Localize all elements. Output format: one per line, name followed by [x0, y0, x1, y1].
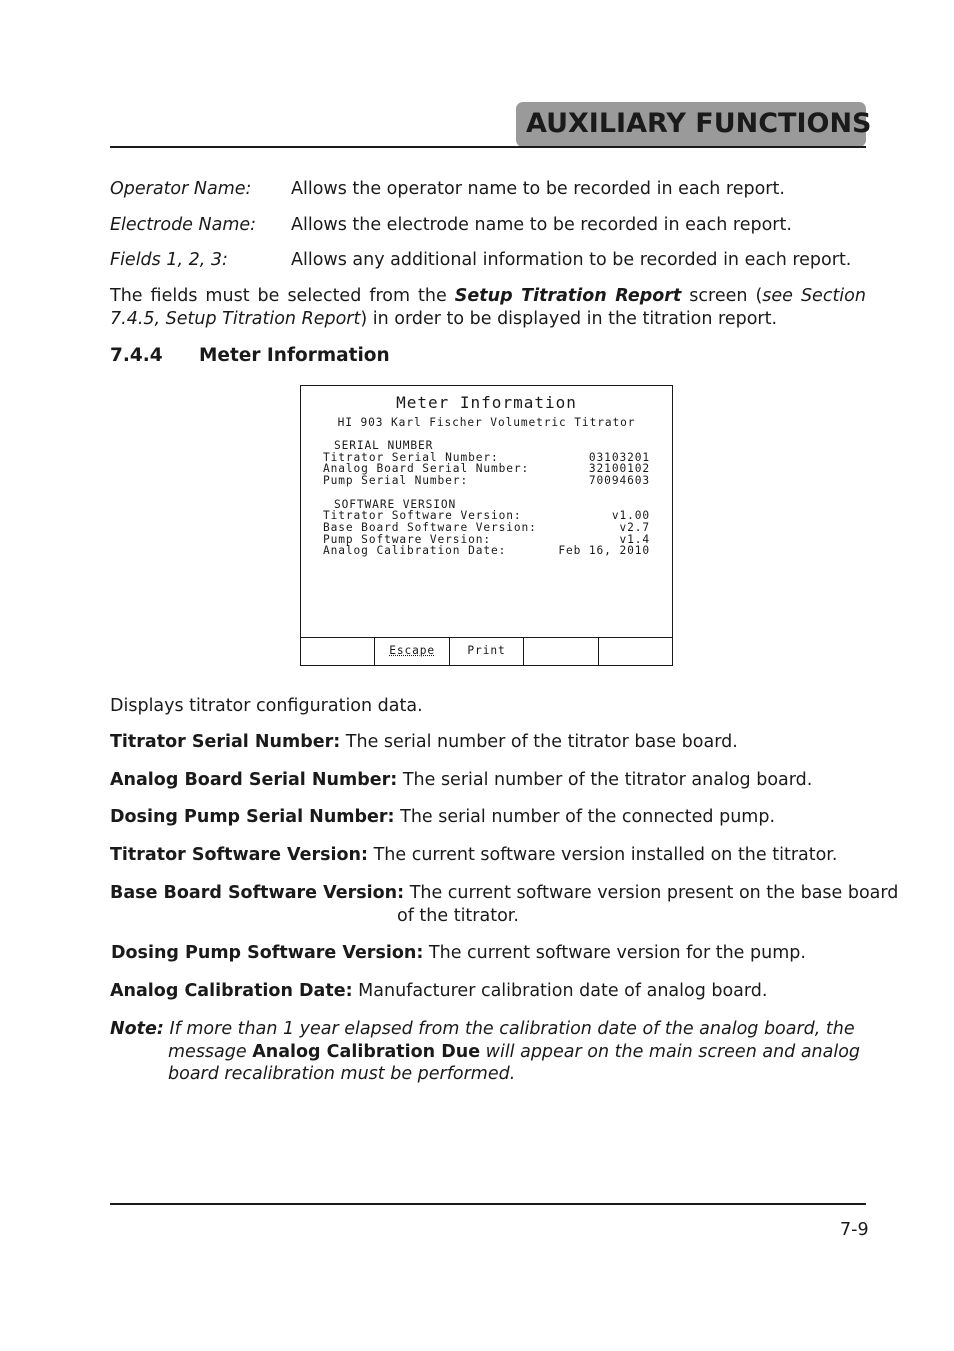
item-row	[110, 980, 767, 1003]
fields-note-paragraph	[110, 285, 866, 331]
softkey-1[interactable]	[301, 638, 375, 665]
screen-row-label: Analog Board Serial Number:	[323, 462, 530, 475]
screen-row-value: Feb 16, 2010	[558, 544, 650, 557]
screen-row-value: v2.7	[619, 521, 650, 534]
note-line-3: board recalibration must be performed.	[168, 1064, 516, 1084]
screen-row-value: v1.4	[619, 533, 650, 546]
softkey-bar	[301, 637, 672, 665]
software-version-heading: SOFTWARE VERSION	[334, 498, 457, 511]
item-desc: The current software version for the pump.	[428, 943, 806, 963]
header-rule	[110, 146, 866, 148]
fields-note-reference: see Section 7.4.5, Setup Titration Report	[110, 286, 866, 329]
item-row	[110, 844, 837, 867]
softkey-5[interactable]	[599, 638, 672, 665]
item-desc: The serial number of the connected pump.	[400, 807, 776, 827]
item-term: Dosing Pump Software Version:	[111, 943, 424, 963]
note-text: message	[168, 1042, 253, 1062]
item-row	[110, 769, 812, 792]
definition-term: Fields 1, 2, 3:	[110, 250, 228, 270]
item-row	[111, 942, 806, 965]
note-line-1	[110, 1018, 855, 1041]
definition-term: Electrode Name:	[110, 215, 257, 235]
screen-row-label: Titrator Software Version:	[323, 509, 522, 522]
item-row	[110, 731, 738, 754]
definition-term: Operator Name:	[110, 179, 252, 199]
item-term: Analog Calibration Date:	[110, 981, 353, 1001]
note-message: Analog Calibration Due	[252, 1042, 481, 1062]
screen-row-label: Analog Calibration Date:	[323, 544, 507, 557]
item-term: Base Board Software Version:	[110, 883, 405, 903]
item-desc: The serial number of the titrator base board.	[345, 732, 738, 752]
softkey-4[interactable]	[524, 638, 598, 665]
item-desc-continued: of the titrator.	[397, 906, 519, 926]
item-desc: The current software version installed on the titrator.	[373, 845, 838, 865]
meter-information-screen	[300, 385, 673, 666]
fields-note-text: The fields must be selected from the	[110, 286, 455, 306]
serial-number-heading: SERIAL NUMBER	[334, 439, 434, 452]
item-desc: The current software version present on the base board	[409, 883, 899, 903]
screen-row-label: Base Board Software Version:	[323, 521, 537, 534]
fields-note-text: ) in order to be displayed in the titration report.	[360, 309, 778, 329]
screen-subtitle: HI 903 Karl Fischer Volumetric Titrator	[337, 416, 636, 429]
item-desc: The serial number of the titrator analog board.	[402, 770, 813, 790]
page-title: AUXILIARY FUNCTIONS	[526, 108, 872, 139]
page-number: 7-9	[840, 1220, 869, 1240]
item-row	[110, 882, 898, 905]
screen-row-label: Pump Serial Number:	[323, 474, 469, 487]
definition-desc: Allows any additional information to be recorded in each report.	[291, 250, 852, 270]
screen-row-value: 03103201	[588, 451, 650, 464]
fields-note-screen-name: Setup Titration Report	[454, 286, 682, 306]
item-term: Analog Board Serial Number:	[110, 770, 398, 790]
note-label: Note:	[110, 1019, 164, 1039]
definition-desc: Allows the electrode name to be recorded in each report.	[291, 215, 792, 235]
screen-row-label: Pump Software Version:	[323, 533, 491, 546]
screen-row-value: v1.00	[611, 509, 650, 522]
section-title: Meter Information	[199, 345, 390, 366]
escape-softkey[interactable]: Escape	[375, 638, 449, 665]
screen-title: Meter Information	[396, 393, 577, 412]
section-number: 7.4.4	[110, 345, 163, 366]
note-text: If more than 1 year elapsed from the calibration date of the analog board, the	[169, 1019, 855, 1039]
item-desc: Manufacturer calibration date of analog board.	[358, 981, 768, 1001]
footer-rule	[110, 1203, 866, 1205]
item-term: Titrator Software Version:	[110, 845, 369, 865]
print-softkey[interactable]: Print	[450, 638, 524, 665]
screen-row-value: 70094603	[588, 474, 650, 487]
item-row	[110, 806, 775, 829]
note-text: will appear on the main screen and analog	[480, 1042, 861, 1062]
item-term: Dosing Pump Serial Number:	[110, 807, 395, 827]
note-line-2	[168, 1041, 860, 1064]
screen-row-label: Titrator Serial Number:	[323, 451, 499, 464]
fields-note-text: screen (	[681, 286, 763, 306]
screen-row-value: 32100102	[588, 462, 650, 475]
intro-text: Displays titrator configuration data.	[110, 696, 423, 716]
definition-desc: Allows the operator name to be recorded in each report.	[291, 179, 785, 199]
item-term: Titrator Serial Number:	[110, 732, 341, 752]
